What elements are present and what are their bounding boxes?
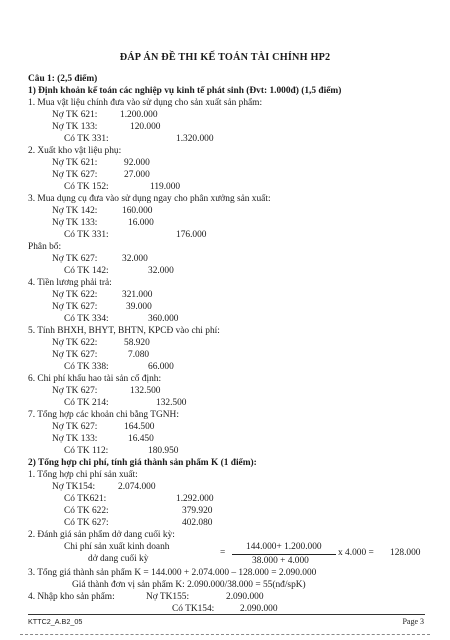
text-line: Nợ TK 627: — [52, 386, 98, 396]
text-line: 92.000 — [124, 158, 150, 168]
text-line: 2. Đánh giá sản phẩm dở dang cuối kỳ: — [28, 530, 175, 540]
text-line: 2) Tổng hợp chi phí, tính giá thành sản phẩm K (1 điểm): — [28, 458, 257, 468]
text-line: 27.000 — [124, 170, 150, 180]
text-line: Có TK 112: — [64, 446, 109, 456]
text-line: Nợ TK 622: — [52, 290, 98, 300]
text-line: Có TK 627: — [64, 518, 109, 528]
text-line: Nợ TK 627: — [52, 350, 98, 360]
text-line: 132.500 — [156, 398, 187, 408]
text-line: Nợ TK 627: — [52, 422, 98, 432]
text-line: 379.920 — [182, 506, 213, 516]
text-line: Nợ TK155: — [146, 592, 190, 602]
text-line: 180.950 — [148, 446, 179, 456]
text-line: 4. Nhập kho sản phẩm: — [28, 592, 115, 602]
text-line: = — [220, 548, 226, 558]
footer-rule — [28, 614, 425, 615]
text-line: 1. Mua vật liệu chính đưa vào sử dụng cho sản xuất sản phẩm: — [28, 98, 263, 108]
text-line: 176.000 — [176, 230, 207, 240]
text-line: 2.090.000 — [226, 592, 264, 602]
text-line: Có TK621: — [64, 494, 107, 504]
text-line: 1. Tổng hợp chi phí sản xuất: — [28, 470, 138, 480]
text-line: Giá thành đơn vị sản phẩm K: 2.090.000/38.000 = 55(nđ/spK) — [72, 580, 306, 590]
text-line: dở dang cuối kỳ — [88, 554, 149, 564]
text-line: 16.450 — [128, 434, 154, 444]
text-line: Nợ TK 621: — [52, 110, 98, 120]
text-line: 32.000 — [122, 254, 148, 264]
text-line: 360.000 — [148, 314, 179, 324]
text-line: x 4.000 = — [338, 548, 374, 558]
text-line: 2.090.000 — [240, 604, 278, 614]
text-line: 1.292.000 — [176, 494, 214, 504]
text-line: Có TK 334: — [64, 314, 109, 324]
text-line: 39.000 — [126, 302, 152, 312]
text-line: 119.000 — [150, 182, 181, 192]
text-line: 1) Định khoản kế toán các nghiệp vụ kinh tế phát sinh (Đvt: 1.000đ) (1,5 điểm) — [28, 86, 342, 96]
text-line: 32.000 — [148, 266, 174, 276]
text-line: 7. Tổng hợp các khoản chi bằng TGNH: — [28, 410, 179, 420]
text-line: 3. Mua dụng cụ đưa vào sử dụng ngay cho phân xưởng sản xuất: — [28, 194, 271, 204]
text-line: 120.000 — [130, 122, 161, 132]
text-line: Nợ TK 627: — [52, 170, 98, 180]
text-line: 66.000 — [148, 362, 174, 372]
text-line: Phân bổ: — [28, 242, 62, 252]
text-line: 2. Xuất kho vật liệu phụ: — [28, 146, 122, 156]
text-line: Có TK 338: — [64, 362, 109, 372]
text-line: 1.200.000 — [120, 110, 158, 120]
page-title: ĐÁP ÁN ĐỀ THI KẾ TOÁN TÀI CHÍNH HP2 — [119, 52, 331, 63]
text-line: Nợ TK 627: — [52, 254, 98, 264]
text-line: 38.000 + 4.000 — [252, 556, 309, 566]
text-line: 128.000 — [390, 548, 421, 558]
bottom-border — [20, 634, 430, 635]
text-line: 4. Tiền lương phải trả: — [28, 278, 112, 288]
footer-code: KTTC2_A.B2_05 — [28, 617, 83, 626]
text-line: Nợ TK 133: — [52, 122, 98, 132]
text-line: 3. Tổng giá thành sản phẩm K = 144.000 + 2.074.000 – 128.000 = 2.090.000 — [28, 568, 317, 578]
text-line: Nợ TK 142: — [52, 206, 98, 216]
text-line: Có TK 152: — [64, 182, 109, 192]
text-line: 321.000 — [122, 290, 153, 300]
text-line: Nợ TK 621: — [52, 158, 98, 168]
text-line: Nợ TK 627: — [52, 302, 98, 312]
text-line: Có TK 331: — [64, 230, 109, 240]
text-line: Nợ TK 133: — [52, 218, 98, 228]
text-line: Nợ TK154: — [52, 482, 96, 492]
text-line: 160.000 — [122, 206, 153, 216]
text-line: Chi phí sản xuất kinh doanh — [64, 542, 170, 552]
text-line: 164.500 — [124, 422, 155, 432]
text-line: Có TK 622: — [64, 506, 109, 516]
text-line: Có TK 214: — [64, 398, 109, 408]
text-line: 402.080 — [182, 518, 213, 528]
text-line: Có TK 142: — [64, 266, 109, 276]
text-line: Nợ TK 133: — [52, 434, 98, 444]
text-line: 6. Chi phí khấu hao tài sản cố định: — [28, 374, 162, 384]
text-line: 132.500 — [130, 386, 161, 396]
text-line: 1.320.000 — [176, 134, 214, 144]
text-line: 58.920 — [124, 338, 150, 348]
text-line: 7.080 — [128, 350, 150, 360]
text-line: 144.000+ 1.200.000 — [246, 542, 322, 552]
text-line: Nợ TK 622: — [52, 338, 98, 348]
fraction-bar — [232, 554, 336, 555]
text-line: Có TK154: — [172, 604, 215, 614]
text-line: 16.000 — [128, 218, 154, 228]
text-line: 2.074.000 — [118, 482, 156, 492]
footer-page-number: Page 3 — [402, 617, 424, 626]
text-line: Câu 1: (2,5 điểm) — [28, 74, 98, 84]
text-line: Có TK 331: — [64, 134, 109, 144]
text-line: 5. Tính BHXH, BHYT, BHTN, KPCĐ vào chi phí: — [28, 326, 220, 336]
